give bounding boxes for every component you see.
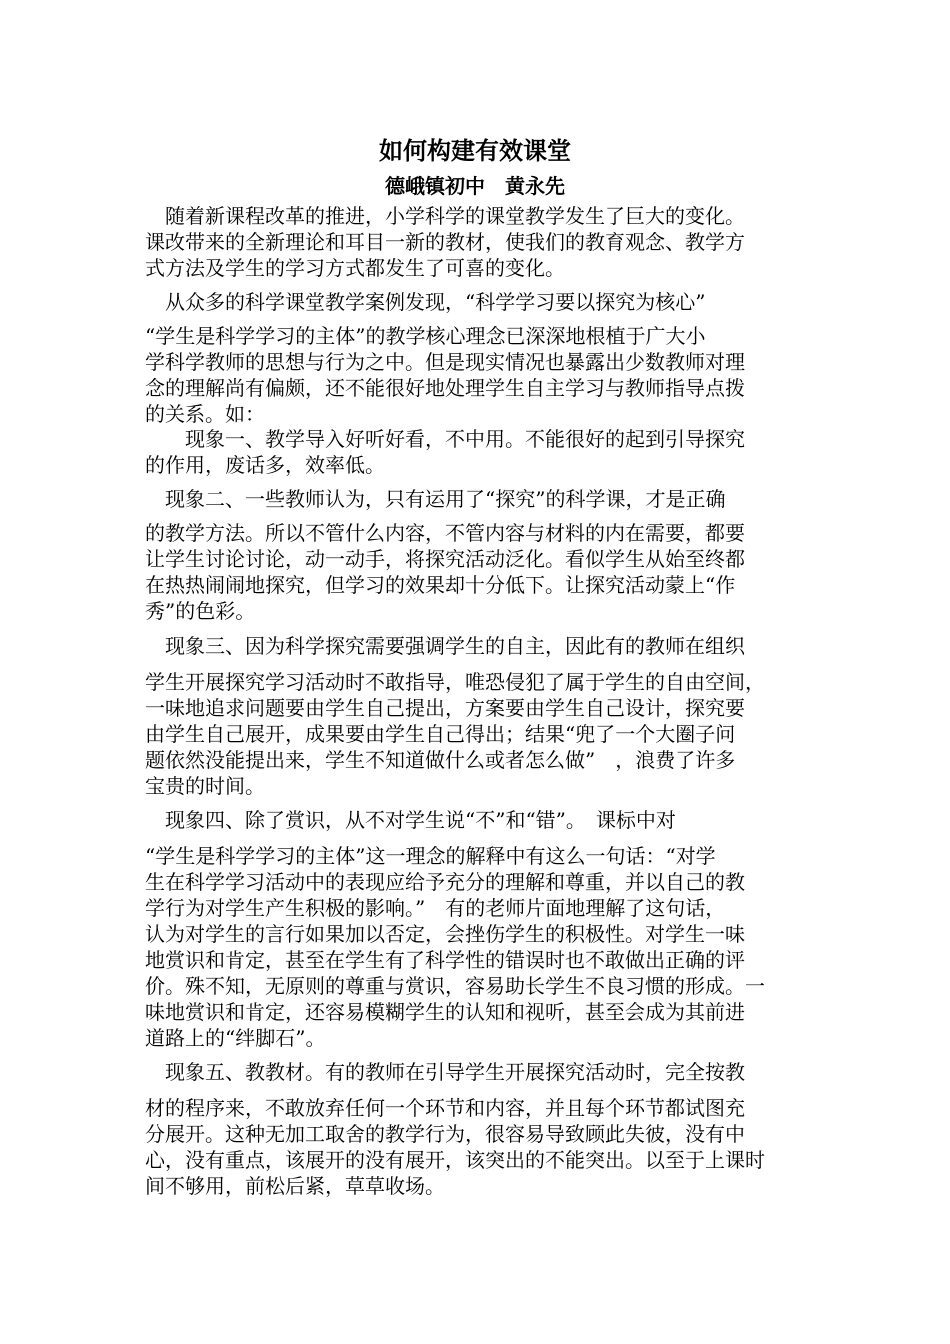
- paragraph-line: 现象五、教教材。有的教师在引导学生开展探究活动时，完全按教: [145, 1060, 745, 1084]
- paragraph-line: “学生是科学学习的主体”这一理念的解释中有这么一句话：“对学: [145, 844, 716, 868]
- paragraph-line: 认为对学生的言行如果加以否定，会挫伤学生的积极性。对学生一味: [145, 922, 745, 946]
- paragraph-line: 学生开展探究学习活动时不敢指导，唯恐侵犯了属于学生的自由空间，: [145, 670, 765, 694]
- document-author: 德峨镇初中 黄永先: [385, 174, 565, 198]
- paragraph-line: 心，没有重点，该展开的没有展开，该突出的不能突出。以至于上课时: [145, 1148, 765, 1172]
- paragraph-line: 一味地追求问题要由学生自己提出，方案要由学生自己设计，探究要: [145, 696, 745, 720]
- paragraph-line: 味地赏识和肯定，还容易模糊学生的认知和视听，甚至会成为其前进: [145, 1000, 745, 1024]
- paragraph-line: 从众多的科学课堂教学案例发现，“科学学习要以探究为核心”: [145, 290, 706, 314]
- paragraph-line: 现象一、教学导入好听好看，不中用。不能很好的起到引导探究: [145, 427, 745, 451]
- paragraph-line: 题依然没能提出来，学生不知道做什么或者怎么做” ，浪费了许多: [145, 748, 736, 772]
- paragraph-line: 现象三、因为科学探究需要强调学生的自主，因此有的教师在组织: [145, 634, 745, 658]
- paragraph-line: 现象二、一些教师认为，只有运用了“探究”的科学课，才是正确: [145, 487, 726, 511]
- paragraph-line: 由学生自己展开，成果要由学生自己得出；结果“兜了一个大圈子问: [145, 722, 736, 746]
- paragraph-line: 间不够用，前松后紧，草草收场。: [145, 1174, 445, 1198]
- document-title: 如何构建有效课堂: [379, 136, 571, 165]
- paragraph-line: 宝贵的时间。: [145, 774, 265, 798]
- paragraph-line: 分展开。这种无加工取舍的教学行为，很容易导致顾此失彼，没有中: [145, 1122, 745, 1146]
- paragraph-line: 生在科学学习活动中的表现应给予充分的理解和尊重，并以自己的教: [145, 870, 745, 894]
- paragraph-line: 让学生讨论讨论，动一动手，将探究活动泛化。看似学生从始至终都: [145, 547, 745, 571]
- paragraph-line: 式方法及学生的学习方式都发生了可喜的变化。: [145, 256, 565, 280]
- paragraph-line: 秀”的色彩。: [145, 599, 256, 623]
- paragraph-line: 价。殊不知，无原则的尊重与赏识，容易助长学生不良习惯的形成。一: [145, 974, 765, 998]
- paragraph-line: 随着新课程改革的推进，小学科学的课堂教学发生了巨大的变化。: [145, 204, 745, 228]
- paragraph-line: 学行为对学生产生积极的影响。” 有的老师片面地理解了这句话，: [145, 896, 726, 920]
- paragraph-line: 课改带来的全新理论和耳目一新的教材，使我们的教育观念、教学方: [145, 230, 745, 254]
- paragraph-line: 现象四、除了赏识，从不对学生说“不”和“错”。 课标中对: [145, 808, 676, 832]
- paragraph-line: 的教学方法。所以不管什么内容，不管内容与材料的内在需要，都要: [145, 521, 745, 545]
- paragraph-line: 学科学教师的思想与行为之中。但是现实情况也暴露出少数教师对理: [145, 350, 745, 374]
- paragraph-line: 的作用，废话多，效率低。: [145, 453, 385, 477]
- paragraph-line: 材的程序来，不敢放弃任何一个环节和内容，并且每个环节都试图充: [145, 1096, 745, 1120]
- paragraph-line: “学生是科学学习的主体”的教学核心理念已深深地根植于广大小: [145, 324, 706, 348]
- paragraph-line: 地赏识和肯定，甚至在学生有了科学性的错误时也不敢做出正确的评: [145, 948, 745, 972]
- paragraph-line: 在热热闹闹地探究，但学习的效果却十分低下。让探究活动蒙上“作: [145, 573, 736, 597]
- paragraph-line: 念的理解尚有偏颇，还不能很好地处理学生自主学习与教师指导点拨: [145, 376, 745, 400]
- paragraph-line: 道路上的“绊脚石”。: [145, 1026, 326, 1050]
- paragraph-line: 的关系。如：: [145, 402, 265, 426]
